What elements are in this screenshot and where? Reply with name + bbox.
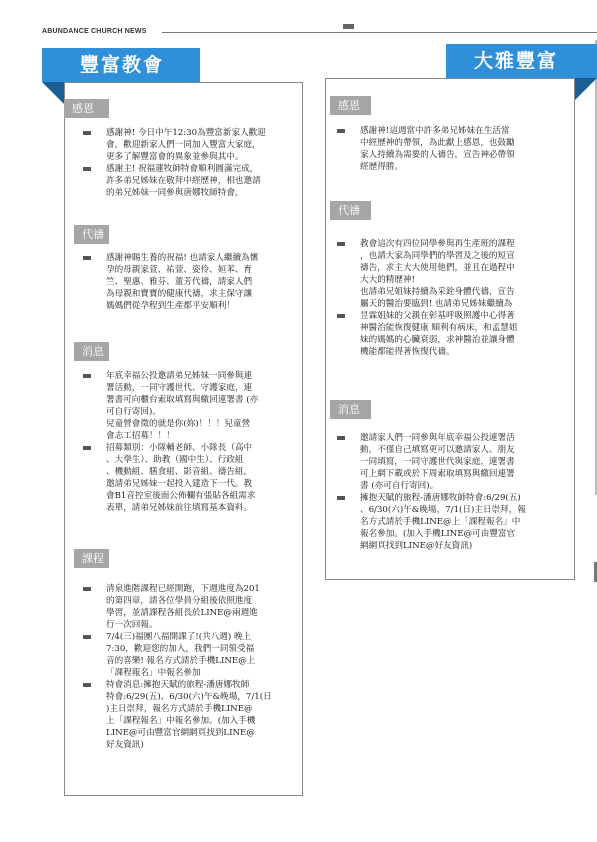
left-section-news-body [83,370,301,514]
left-banner-fold [42,82,64,104]
right-section-thanks-heading: 感恩 [330,96,371,115]
list-item: 感謝神賜生養的祝福! 也請家人繼續為懷 孕的母親家萱、祐萱、姿伶、姮苯、育 竺、聖惠、雅芬、董芳代禱，請家人們 為母親和寶寶的健康代禱，求主保守讓 媽媽們從孕程到生產都平安順利！ [83,252,301,312]
list-item: 7/4(三)福團八福開課了!(共八週) 晚上 7:30，歡迎您的加入，我們一同領受福 音的喜樂! 報名方式請於手機LINE@上 「課程報名」中報名參加 [83,631,301,679]
list-item: 感謝主! 祝福蓮牧師特會順利圓滿完成， 許多弟兄姊妹在敬拜中經歷神，相也邀請 的弟兄姊妹一同參與唐娜牧師特會。 [83,163,301,199]
left-section-news-heading: 消息 [74,342,109,361]
newsletter-name: ABUNDANCE CHURCH NEWS [42,28,147,35]
bullet-icon [337,496,345,500]
right-section-news-heading: 消息 [330,400,371,419]
header-tab-marker [343,24,354,29]
left-section-courses-heading: 課程 [74,549,109,568]
bullet-icon [337,314,345,318]
list-item: 擁抱天賦的旅程-潘唐娜牧師特會:6/29(五) 、6/30(六)午&晚場，7/1(日)主日崇拜，報 名方式請於手機LINE@上「課程報名」中 報名參加。(加入手機LINE@可由豐富官 網網頁找到LINE@好友資訊) [337,492,573,552]
list-item: 感謝神! 今日中午12:30為豐富新家人歡迎 會，歡迎新家人們一同加入豐富大家庭， 更多了解豐富會的異象並參與其中。 [83,127,301,163]
right-section-prayer-body [337,238,573,358]
list-item: 年底幸福公投邀請弟兄姊妹一同參與連 署活動，一同守護世代、守護家庭，連 署書可向櫃台索取填寫與繳回連署書 (亦 可自行寄回)。 兒童營會徵的就是你(妳)！！！兒童營 會志工招募！！！ [83,370,301,442]
right-column-title: 大雅豐富 [446,44,597,78]
right-section-news-body [337,432,573,552]
list-item: 清泉進階課程已經開跑，下週進度為201 的第四章，請各位學員分組後依照進度 學習，並請課程各組長於LINE@兩週進 行一次回報。 [83,583,301,631]
list-item: 昱霖姐妹的父親在彰基呼吸照護中心得著 神醫治能恢復健康 順利有病床，和孟慧姐 妹的媽媽的心臟衰弱，求神醫治並讓身體 機能都能得著恢復代禱。 [337,310,573,358]
header-rule [162,32,597,33]
bullet-icon [83,374,91,378]
bullet-icon [83,587,91,591]
bullet-icon [337,129,345,133]
bullet-icon [337,242,345,246]
list-item: 招募類別：小隊輔老師、小隊長（高中 、大學生）、助教（國中生）、行政組 、機動組、膳食組、影音組、禱告組， 邀請弟兄姊妹一起投入建造下一代。教 會B1音控室後面公佈欄有張貼各組需求 表單，請弟兄姊妹前往填寫基本資料。 [83,442,301,514]
bullet-icon [337,436,345,440]
left-column-title: 豐富教會 [42,48,200,82]
left-section-prayer-body [83,252,301,312]
bullet-icon [83,167,91,171]
list-item: 邀請家人們一同參與年底幸福公投連署活 動，不僅自己填寫更可以邀請家人、朋友 一同填寫，一同守護世代與家庭，連署書 可上網下載或於下周索取填寫與繳回連署 書 (亦可自行寄回)。 [337,432,573,492]
right-section-thanks-body [337,125,573,173]
bullet-icon [83,683,91,687]
left-section-courses-body [83,583,301,751]
bullet-icon [83,446,91,450]
bullet-icon [83,256,91,260]
list-item: 特會消息:擁抱天賦的旅程-潘唐娜牧師 特會:6/29(五)、6/30(六)午&晚場，7/1(日 )主日崇拜，報名方式請於手機LINE@ 上「課程報名」中報名參加。(加入手機 LINE@可由豐富官網網頁找到LINE@ 好友資訊) [83,679,301,751]
right-banner-fold [575,78,597,100]
left-section-prayer-heading: 代禱 [74,225,109,244]
list-item: 感謝神!這週當中許多弟兄姊妹在生活當 中經歷神的帶領，為此獻上感恩，也鼓勵 家人持續為需要的人禱告，宣告神必帶領 經歷得勝。 [337,125,573,173]
right-section-prayer-heading: 代禱 [330,201,371,220]
left-section-thanks-heading: 感恩 [64,99,109,118]
list-item: 教會這次有四位同學參與再生產班的課程 ，也請大家為同學們的學習及之後的短宣 禱告，求主大大使用他們，並且在過程中 大大的精歷神! 也請弟兄姐妹持續為采銓身體代禱，宣告 屬天的醫治要臨到! 也請弟兄姊妹繼續為 [337,238,573,310]
bullet-icon [83,131,91,135]
left-section-thanks-body [83,127,301,199]
bullet-icon [83,635,91,639]
